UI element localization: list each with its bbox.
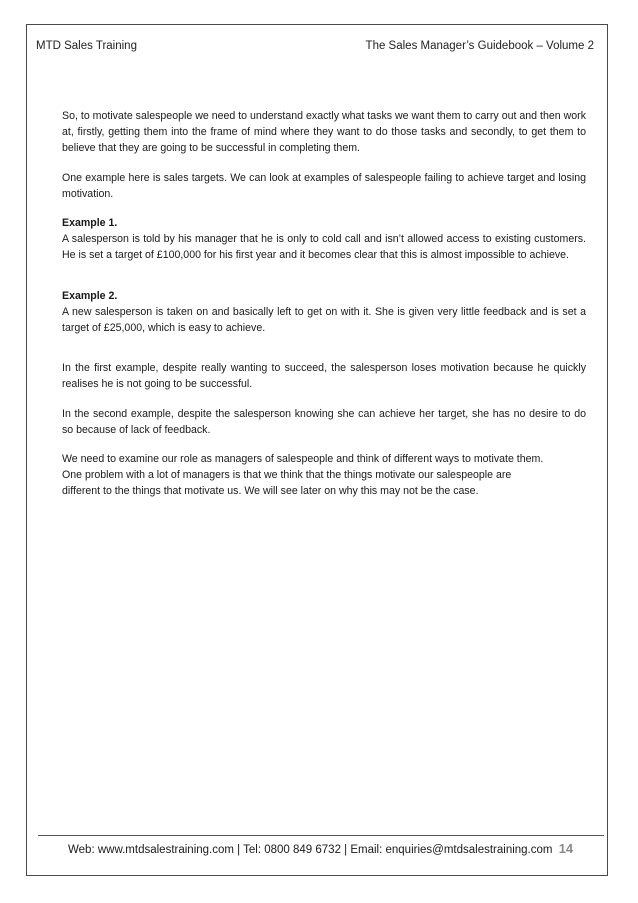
example-2-heading: Example 2.: [62, 289, 118, 302]
footer-contact: Web: www.mtdsalestraining.com | Tel: 0800 849 6732 | Email: enquiries@mtdsalestraining.com: [68, 844, 553, 856]
paragraph-second-example: In the second example, despite the salesperson knowing she can achieve her target, she has no desire to do so because of lack of feedback.: [62, 407, 586, 436]
example-2-text: A new salesperson is taken on and basically left to get on with it. She is given very little feedback and is set a target of £25,000, which is easy to achieve.: [62, 305, 586, 335]
paragraph-sales-targets: One example here is sales targets. We can look at examples of salespeople failing to achieve target and losing motivation.: [62, 171, 586, 200]
paragraph-first-example: In the first example, despite really wanting to succeed, the salesperson loses motivation because he quickly realises he is not going to be successful.: [62, 362, 586, 391]
footer-divider: [38, 835, 604, 836]
paragraph-conclusion-line-3: different to the things that motivate us. We will see later on why this may not be the case.: [62, 485, 479, 498]
header-company: MTD Sales Training: [36, 40, 137, 52]
page-body: [62, 108, 586, 500]
page-header: [36, 40, 594, 56]
page-footer: [68, 841, 573, 856]
paragraph-conclusion-line-2: One problem with a lot of managers is that we think that the things motivate our salespeople are: [62, 469, 512, 482]
example-1-text: A salesperson is told by his manager that he is only to cold call and isn’t allowed access to existing customers. He is set a target of £100,000 for his first year and it becomes clear that this is almost impossible to achieve.: [62, 233, 586, 262]
paragraph-intro: So, to motivate salespeople we need to understand exactly what tasks we want them to carry out and then work at, firstly, getting them into the frame of mind where they want to do those tasks and secondly, to get them to believe that they are going to be successful in completing them.: [62, 110, 586, 155]
header-book-title: The Sales Manager’s Guidebook – Volume 2: [365, 40, 594, 52]
page-number: 14: [558, 841, 574, 856]
paragraph-conclusion-line-1: We need to examine our role as managers of salespeople and think of different ways to motivate them.: [62, 453, 544, 466]
example-1-heading: Example 1.: [62, 217, 118, 230]
